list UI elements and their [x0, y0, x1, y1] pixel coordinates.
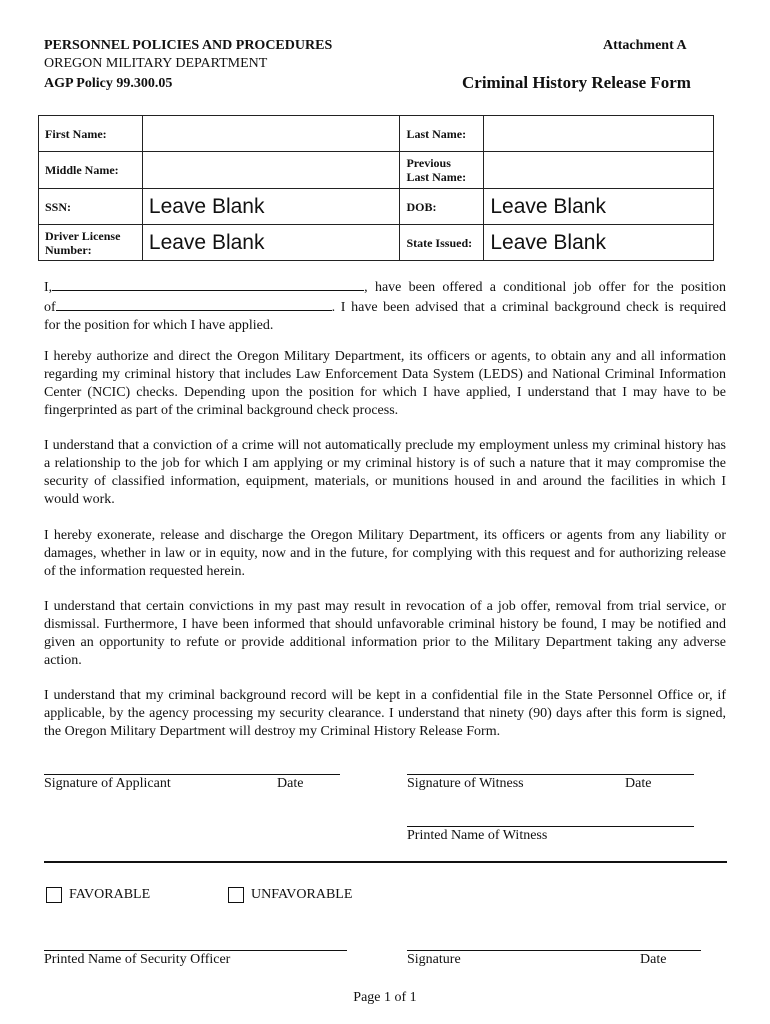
authorization-paragraph: I hereby authorize and direct the Oregon Military Department, its officers or agents, to obtain any and all information regarding my criminal history that includes Law Enforcement Data System (LEDS) and National Criminal Information Center (NCIC) checks. Depending upon the position for which I have applied, I understand that I may have to be fingerprinted as part of the criminal background check process. — [44, 349, 726, 418]
ssn-value: Leave Blank — [148, 194, 265, 218]
favorable-label: FAVORABLE — [69, 887, 151, 902]
dl-value: Leave Blank — [148, 230, 265, 254]
security-signature-label: Signature — [407, 952, 461, 967]
state-issued-value: Leave Blank — [490, 230, 606, 254]
policy-number: AGP Policy 99.300.05 — [44, 76, 173, 91]
page-number: Page 1 of 1 — [353, 990, 417, 1005]
first-name-field[interactable] — [142, 116, 400, 152]
printed-witness-label: Printed Name of Witness — [407, 828, 548, 843]
previous-last-name-label-cell — [400, 152, 484, 189]
dl-label-line1: Driver License — [45, 228, 121, 243]
confidentiality-paragraph: I understand that my criminal background record will be kept in a confidential file in the State Personnel Office or, if applicable, by the agency processing my security clearance. I understand that ninety (90) days after this form is signed, the Oregon Military Department will destroy my Criminal History Release Form. — [44, 688, 726, 739]
middle-name-field[interactable] — [142, 152, 400, 189]
witness-signature-label: Signature of Witness — [407, 776, 524, 791]
form-title: Criminal History Release Form — [462, 73, 691, 92]
dob-label-cell: DOB: — [400, 189, 484, 225]
previous-label-line2: Last Name: — [406, 170, 467, 184]
department-name: OREGON MILITARY DEPARTMENT — [44, 56, 268, 71]
attachment-label: Attachment A — [603, 38, 687, 53]
state-issued-label-cell: State Issued: — [400, 225, 484, 261]
conviction-paragraph: I understand that a conviction of a crime will not automatically preclude my employment unless my criminal history has a relationship to the job for which I am applying or my criminal history is of such a nature that it may compromise the security of classified information, equipment, materials, or munitions housed in and around the facilities in which I would work. — [44, 438, 726, 507]
personal-info-table — [38, 115, 714, 261]
ssn-label-cell: SSN: — [39, 189, 143, 225]
first-name-label-cell: First Name: — [39, 116, 143, 152]
applicant-date-label: Date — [277, 776, 304, 791]
dob-field[interactable] — [484, 189, 714, 225]
section-divider — [44, 861, 727, 863]
previous-last-name-field[interactable] — [484, 152, 714, 189]
dl-label-line2: Number: — [45, 242, 92, 257]
ssn-field[interactable] — [142, 189, 400, 225]
previous-label-line1: Previous — [406, 156, 451, 170]
unfavorable-label: UNFAVORABLE — [251, 887, 353, 902]
security-date-label: Date — [640, 952, 667, 967]
intro-paragraph: I, , have been offered a conditional job offer for the position of . I have been advised that a criminal background check is required for the position for which I have applied. — [44, 277, 726, 335]
driver-license-label-cell — [39, 225, 143, 261]
position-blank[interactable] — [56, 297, 332, 311]
state-issued-field[interactable] — [484, 225, 714, 261]
applicant-signature-label: Signature of Applicant — [44, 776, 171, 791]
unfavorable-checkbox[interactable] — [228, 887, 244, 903]
security-officer-name-label: Printed Name of Security Officer — [44, 952, 231, 967]
release-paragraph: I hereby exonerate, release and discharge the Oregon Military Department, its officers or agents from any liability or damages, whether in law or in equity, now and in the future, for complying with this request and for authorizing release of the information requested herein. — [44, 528, 726, 579]
dob-value: Leave Blank — [490, 194, 606, 218]
last-name-field[interactable] — [484, 116, 714, 152]
middle-name-label-cell: Middle Name: — [39, 152, 143, 189]
policy-header-title: PERSONNEL POLICIES AND PROCEDURES — [44, 38, 333, 53]
adverse-action-paragraph: I understand that certain convictions in my past may result in revocation of a job offer, removal from trial service, or dismissal. Furthermore, I have been informed that should unfavorable criminal history be found, I may be notified and given an opportunity to refute or provide additional information prior to the Military Department taking any adverse action. — [44, 599, 726, 668]
applicant-name-blank[interactable] — [52, 277, 364, 291]
witness-date-label: Date — [625, 776, 652, 791]
favorable-checkbox[interactable] — [46, 887, 62, 903]
last-name-label-cell: Last Name: — [400, 116, 484, 152]
driver-license-field[interactable] — [142, 225, 400, 261]
